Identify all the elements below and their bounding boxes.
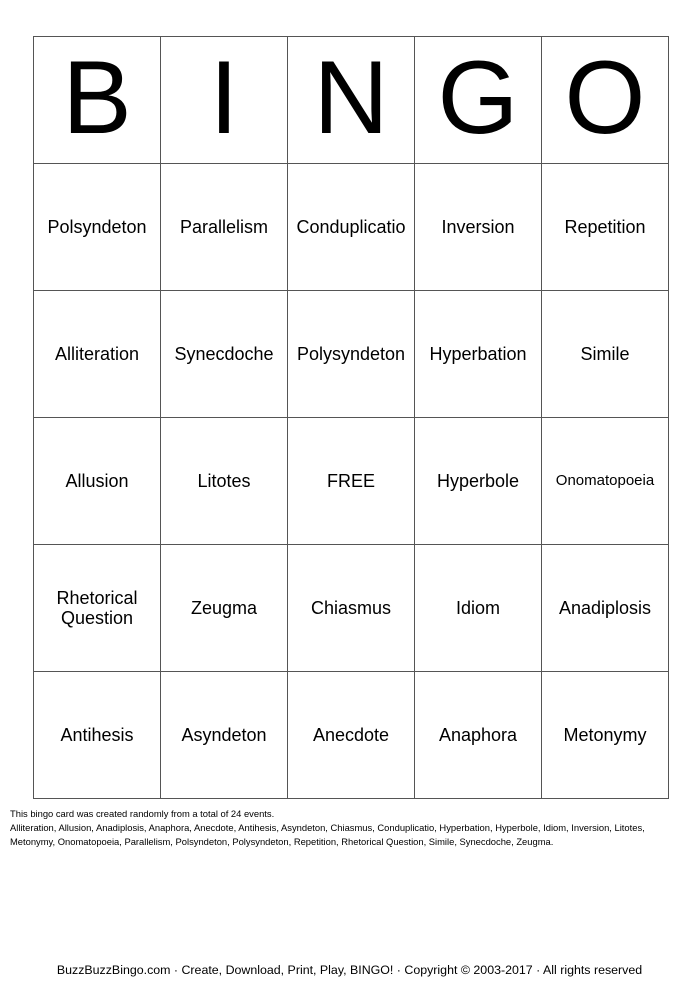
header-letter-n [288,37,415,164]
bingo-cell: Polysyndeton [288,291,415,418]
bingo-cell: Onomatopoeia [542,418,669,545]
bingo-row-2 [34,291,669,418]
bingo-cell: Parallelism [161,164,288,291]
bingo-row-4 [34,545,669,672]
header-letter: I [209,40,239,156]
bingo-cell: Metonymy [542,672,669,799]
bingo-card [33,36,669,799]
bingo-cell: Anecdote [288,672,415,799]
bingo-cell: Antihesis [34,672,161,799]
bingo-header-row [34,37,669,164]
bingo-row-1 [34,164,669,291]
header-letter: O [564,40,646,156]
header-letter-g [415,37,542,164]
bingo-cell: Rhetorical Question [34,545,161,672]
bingo-row-3 [34,418,669,545]
bingo-cell: Simile [542,291,669,418]
bingo-cell: Polsyndeton [34,164,161,291]
footnote-event-list: Alliteration, Allusion, Anadiplosis, Anaphora, Anecdote, Antihesis, Asyndeton, Chiasmus, Conduplicatio, Hyperbation, Hyperbole, Idiom, Inversion, Litotes, Metonymy, Onomatopoeia, Parallelism, Polsyndeton, Polysyndeton, Repetition, Rhetorical Question, Simile, Synecdoche, Zeugma. [10,822,645,847]
site-footer: BuzzBuzzBingo.com · Create, Download, Print, Play, BINGO! · Copyright © 2003-2017 · All rights reserved [56,963,643,977]
bingo-cell: Repetition [542,164,669,291]
bingo-cell: Hyperbole [415,418,542,545]
bingo-cell: Anaphora [415,672,542,799]
bingo-cell: Alliteration [34,291,161,418]
footnote-intro: This bingo card was created randomly from a total of 24 events. [10,808,275,819]
bingo-cell: Litotes [161,418,288,545]
header-letter: G [437,40,519,156]
header-letter: N [313,40,389,156]
bingo-cell: Allusion [34,418,161,545]
card-footnote [10,807,690,849]
bingo-cell: Synecdoche [161,291,288,418]
header-letter: B [62,40,132,156]
bingo-cell: Zeugma [161,545,288,672]
bingo-cell: Conduplicatio [288,164,415,291]
header-letter-b [34,37,161,164]
header-letter-i [161,37,288,164]
bingo-cell: Inversion [415,164,542,291]
bingo-cell: Idiom [415,545,542,672]
header-letter-o [542,37,669,164]
bingo-cell: Asyndeton [161,672,288,799]
bingo-cell: Anadiplosis [542,545,669,672]
free-space-cell: FREE [288,418,415,545]
bingo-cell: Hyperbation [415,291,542,418]
bingo-row-5 [34,672,669,799]
bingo-cell: Chiasmus [288,545,415,672]
